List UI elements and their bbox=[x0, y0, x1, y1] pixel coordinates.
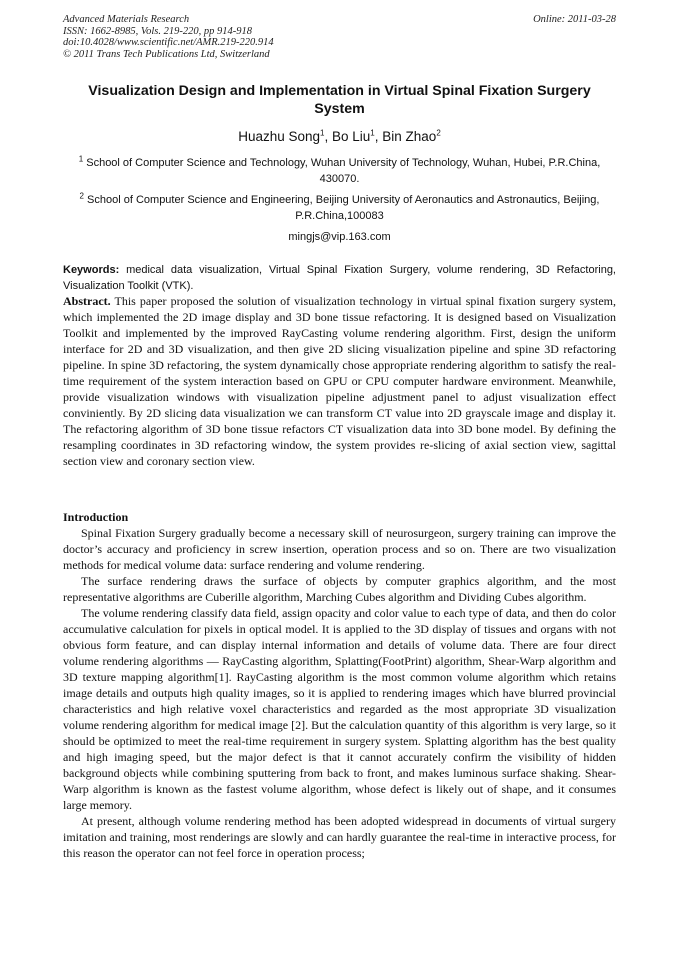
online-date: Online: 2011-03-28 bbox=[533, 14, 616, 25]
abstract-label: Abstract. bbox=[63, 294, 111, 308]
doi-line: doi:10.4028/www.scientific.net/AMR.219-220.914 bbox=[63, 37, 274, 49]
paragraph: Spinal Fixation Surgery gradually become a necessary skill of neurosurgeon, surgery training can improve the doctor’s accuracy and proficiency in screw insertion, operation process and so on. There are two visualization methods for medical volume data: surface rendering and volume rendering. bbox=[63, 526, 616, 572]
keywords-label: Keywords: bbox=[63, 264, 120, 276]
affiliation-text: School of Computer Science and Engineering, Beijing University of Aeronautics and Astronautics, Beijing, P.R.China,100083 bbox=[87, 194, 600, 222]
affiliation-text: School of Computer Science and Technology, Wuhan University of Technology, Wuhan, Hubei, P.R.China, 430070. bbox=[86, 157, 601, 185]
author-name: Bin Zhao bbox=[382, 129, 437, 144]
author-sup: 2 bbox=[436, 128, 441, 138]
paper-title: Visualization Design and Implementation in Virtual Spinal Fixation Surgery System bbox=[88, 83, 591, 117]
keywords-block bbox=[63, 262, 616, 294]
author-list: Huazhu Song$^1$, Bo Liu$^1$, Bin Zhao$^2$ bbox=[238, 128, 441, 144]
copyright-line: © 2011 Trans Tech Publications Ltd, Switzerland bbox=[63, 48, 270, 60]
author-sup: 1 bbox=[370, 128, 375, 138]
section-heading: Introduction bbox=[63, 510, 129, 524]
affiliation-sup: 2 bbox=[79, 191, 84, 201]
abstract-block bbox=[63, 293, 616, 469]
journal-name: Advanced Materials Research bbox=[63, 14, 190, 25]
author-name: Huazhu Song bbox=[238, 129, 321, 144]
keywords-text: medical data visualization, Virtual Spinal Fixation Surgery, volume rendering, 3D Refactoring, Visualization Toolkit (VTK). bbox=[63, 264, 616, 292]
contact-email: mingjs@vip.163.com bbox=[288, 231, 391, 243]
paragraph: The volume rendering classify data field, assign opacity and color value to each type of data, and then do color accumulative calculation for pixels in optical model. It is applied to the 3D display of tissues and organs with not obvious form feature, and can display internal information and details of volume data. There are four direct volume rendering algorithms — RayCasting algorithm, Splatting(FootPrint) algorithm, Shear-Warp algorithm and 3D texture mapping algorithm[1]. RayCasting algorithm is the most common volume algorithm which retains image details and outputs high quality images, so it is applied to rendering images which have blurred provincial characteristics and high relative voxel characteristics and regarded as the most appropriate 3D visualization volume rendering algorithm for medical image [2]. But the calculation quantity of this algorithm is very large, so it should be optimized to meet the real-time requirement in surgery system. Splatting algorithm has the best quality and high imaging speed, but the major defect is that it cannot accurately confirm the visibility of hidden background objects while combining sputtering from back to front, and makes luminous surface shaking. Shear-Warp algorithm is known as the fastest volume algorithm, whose defect is likely out of shape, and it consumes large memory. bbox=[63, 606, 616, 812]
affiliation-1 bbox=[63, 155, 616, 187]
abstract-text: This paper proposed the solution of visualization technology in virtual spinal fixation surgery system, which implemented the 2D image display and 3D bone tissue refactoring. It is designed based on Visualization Toolkit and implemented by the improved RayCasting volume rendering algorithm. First, design the uniform interface for 2D and 3D visualization, and then give 2D slicing visualization pipeline and spine 3D refactoring pipeline. In spine 3D refactoring, the system dynamically chose appropriate rendering algorithm to satisfy the real-time requirement of the system interaction based on GPU or CPU computer hardware environment. Meanwhile, provide visualization windows with visualization pipeline adjustment panel to adjust visualization effect conviniently. By 2D slicing data visualization we can transform CT value into 2D grayscale image and display it. The refactoring algorithm of 3D bone tissue refactors CT visualization data into 3D bone model. By defining the resampling coordinates in 3D refactoring window, the system provides re-slicing of axial section view, sagittal section view and coronary section view. bbox=[63, 294, 616, 468]
author-sup: 1 bbox=[320, 128, 325, 138]
introduction-body bbox=[63, 525, 616, 861]
journal-header bbox=[63, 14, 616, 60]
paragraph: At present, although volume rendering method has been adopted widespread in documents of virtual surgery imitation and training, most renderings are slowly and can hardly guarantee the real-time in interactive process, for this reason the operator can not feel force in operation process; bbox=[63, 814, 616, 860]
author-name: Bo Liu bbox=[332, 129, 371, 144]
issn-line: ISSN: 1662-8985, Vols. 219-220, pp 914-918 bbox=[63, 25, 252, 37]
paragraph: The surface rendering draws the surface of objects by computer graphics algorithm, and the most representative algorithms are Cuberille algorithm, Marching Cubes algorithm and Dividing Cubes algorithm. bbox=[63, 574, 616, 604]
affiliation-2 bbox=[63, 192, 616, 224]
affiliation-sup: 1 bbox=[78, 154, 84, 164]
